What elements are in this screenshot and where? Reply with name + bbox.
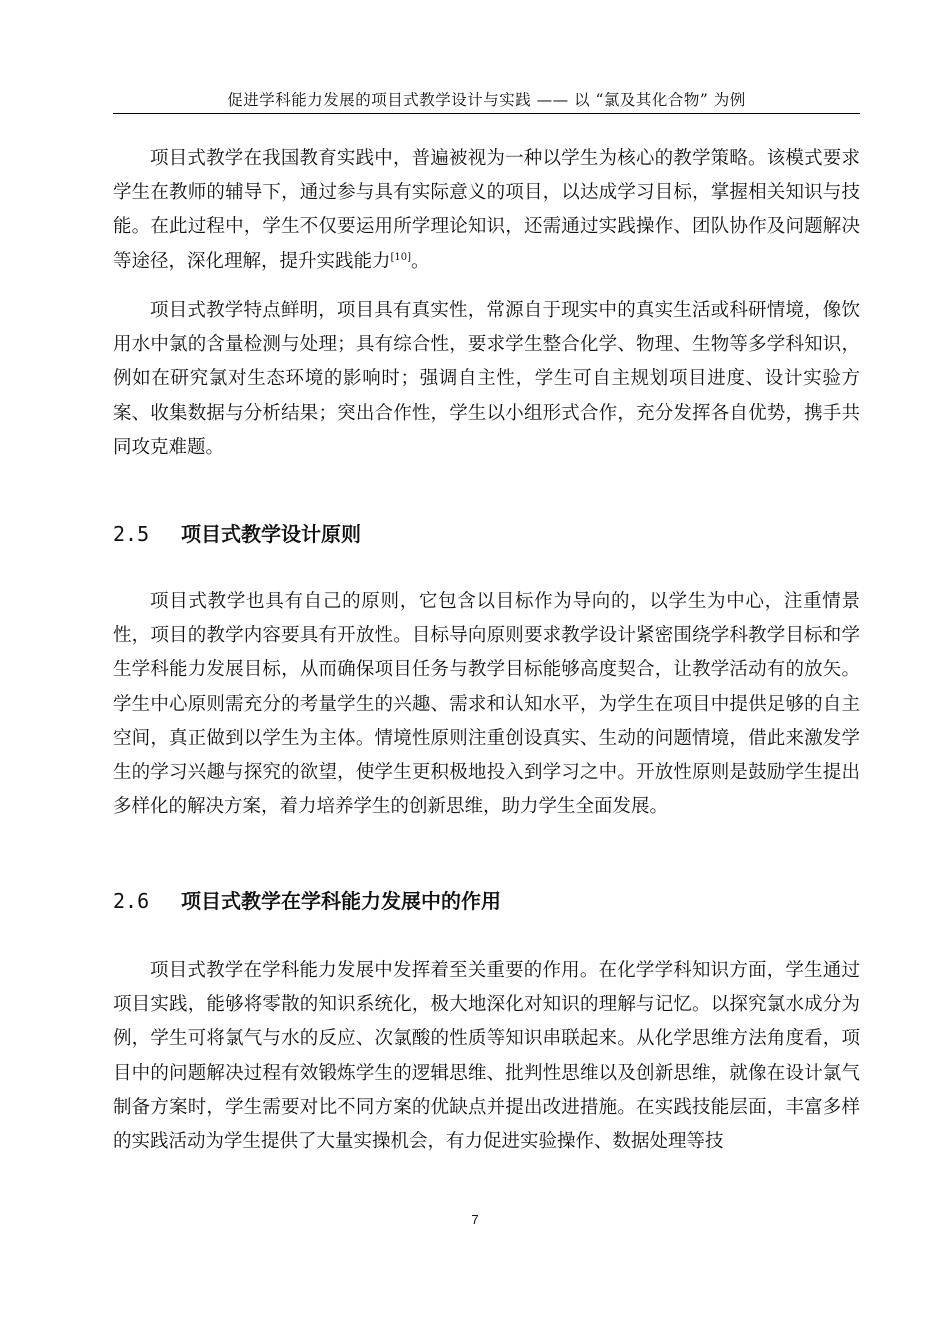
header-rule [113, 113, 860, 114]
section-title: 项目式教学设计原则 [181, 522, 361, 546]
paragraph-intro [113, 142, 860, 279]
section-number: 2.5 [113, 522, 150, 546]
paragraph-intro-end: 。 [411, 250, 430, 272]
section-number: 2.6 [113, 889, 150, 913]
paragraph-features: 项目式教学特点鲜明，项目具有真实性，常源自于现实中的真实生活或科研情境，像饮用水中氯的含量检测与处理；具有综合性，要求学生整合化学、物理、生物等多学科知识，例如在研究氯对生态环境的影响时；强调自主性，学生可自主规划项目进度、设计实验方案、收集数据与分析结果；突出合作性，学生以小组形式合作，充分发挥各自优势，携手共同攻克难题。 [113, 300, 860, 458]
section-heading-2-5 [113, 518, 860, 547]
paragraph-role: 项目式教学在学科能力发展中发挥着至关重要的作用。在化学学科知识方面，学生通过项目实践，能够将零散的知识系统化，极大地深化对知识的理解与记忆。以探究氯水成分为例，学生可将氯气与水的反应、次氯酸的性质等知识串联起来。从化学思维方法角度看，项目中的问题解决过程有效锻炼学生的逻辑思维、批判性思维以及创新思维，就像在设计氯气制备方案时，学生需要对比不同方案的优缺点并提出改进措施。在实践技能层面，丰富多样的实践活动为学生提供了大量实操机会，有力促进实验操作、数据处理等技 [113, 960, 860, 1153]
section-title: 项目式教学在学科能力发展中的作用 [181, 889, 501, 913]
section-heading-2-6 [113, 885, 860, 914]
running-header: 促进学科能力发展的项目式教学设计与实践 —— 以 “氯及其化合物” 为例 [227, 91, 746, 109]
citation-ref: [10] [390, 251, 412, 263]
paragraph-principles: 项目式教学也具有自己的原则，它包含以目标作为导向的，以学生为中心，注重情景性，项目的教学内容要具有开放性。目标导向原则要求教学设计紧密围绕学科教学目标和学生学科能力发展目标，从而确保项目任务与教学目标能够高度契合，让教学活动有的放矢。学生中心原则需充分的考量学生的兴趣、需求和认知水平，为学生在项目中提供足够的自主空间，真正做到以学生为主体。情境性原则注重创设真实、生动的问题情境，借此来激发学生的学习兴趣与探究的欲望，使学生更积极地投入到学习之中。开放性原则是鼓励学生提出多样化的解决方案，着力培养学生的创新思维，助力学生全面发展。 [113, 591, 860, 818]
page-number: 7 [471, 1212, 479, 1227]
paragraph-intro-text: 项目式教学在我国教育实践中，普遍被视为一种以学生为核心的教学策略。该模式要求学生在教师的辅导下，通过参与具有实际意义的项目，以达成学习目标，掌握相关知识与技能。在此过程中，学生不仅要运用所学理论知识，还需通过实践操作、团队协作及问题解决等途径，深化理解，提升实践能力 [113, 148, 860, 272]
